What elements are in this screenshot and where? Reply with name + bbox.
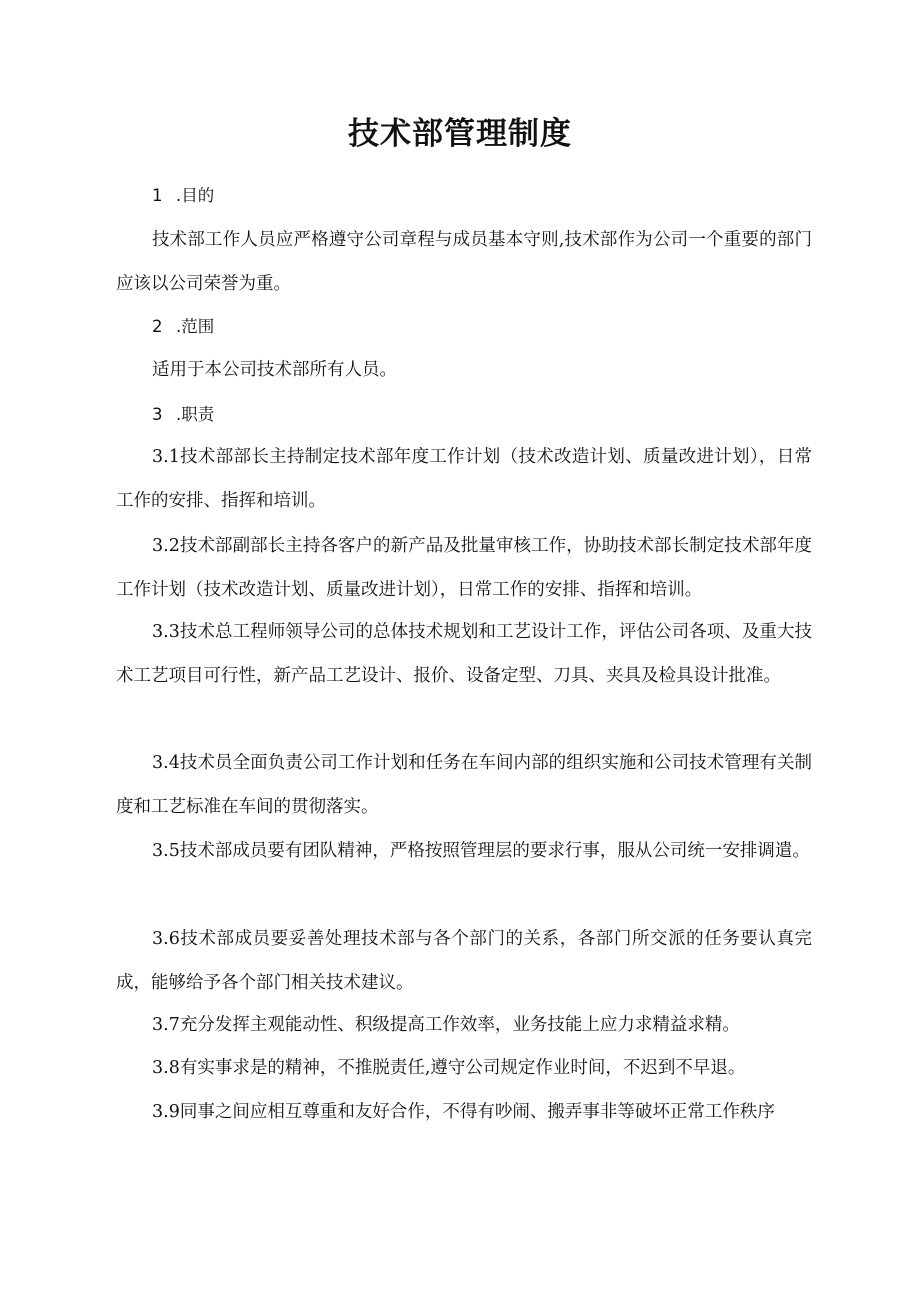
section-number: 1 — [152, 186, 163, 205]
paragraph: 3.2技术部副部长主持各客户的新产品及批量审核工作，协助技术部长制定技术部年度工作计划（技术改造计划、质量改进计划），日常工作的安排、指挥和培训。 — [116, 536, 812, 600]
paragraph: 3.4技术员全面负责公司工作计划和任务在车间内部的组织实施和公司技术管理有关制度和工艺标准在车间的贯彻落实。 — [116, 753, 812, 817]
paragraph: 3.7充分发挥主观能动性、积级提高工作效率，业务技能上应力求精益求精。 — [152, 1015, 740, 1035]
section-heading-scope — [152, 315, 214, 339]
section-heading-purpose — [152, 184, 214, 208]
section-heading-text: .范围 — [176, 317, 215, 336]
section-heading-text: .职责 — [176, 405, 215, 424]
section-number: 2 — [152, 317, 163, 336]
paragraph: 3.9同事之间应相互尊重和友好合作，不得有吵闹、搬弄事非等破坏正常工作秩序 — [152, 1102, 775, 1122]
section-heading-text: .目的 — [176, 186, 215, 205]
document-title: 技术部管理制度 — [348, 116, 572, 152]
section-number: 3 — [152, 405, 163, 424]
paragraph: 适用于本公司技术部所有人员。 — [152, 360, 397, 380]
paragraph: 3.5技术部成员要有团队精神，严格按照管理层的要求行事，服从公司统一安排调遣。 — [152, 841, 810, 861]
paragraph: 3.1技术部部长主持制定技术部年度工作计划（技术改造计划、质量改进计划），日常工作的安排、指挥和培训。 — [116, 447, 812, 511]
paragraph: 技术部工作人员应严格遵守公司章程与成员基本守则,技术部作为公司一个重要的部门应该以公司荣誉为重。 — [116, 230, 812, 294]
section-heading-duties — [152, 403, 214, 427]
paragraph: 3.6技术部成员要妥善处理技术部与各个部门的关系，各部门所交派的任务要认真完成，能够给予各个部门相关技术建议。 — [116, 929, 812, 993]
paragraph: 3.8有实事求是的精神，不推脱责任,遵守公司规定作业时间，不迟到不早退。 — [152, 1058, 746, 1078]
paragraph: 3.3技术总工程师领导公司的总体技术规划和工艺设计工作，评估公司各项、及重大技术工艺项目可行性，新产品工艺设计、报价、设备定型、刀具、夹具及检具设计批准。 — [116, 622, 812, 686]
